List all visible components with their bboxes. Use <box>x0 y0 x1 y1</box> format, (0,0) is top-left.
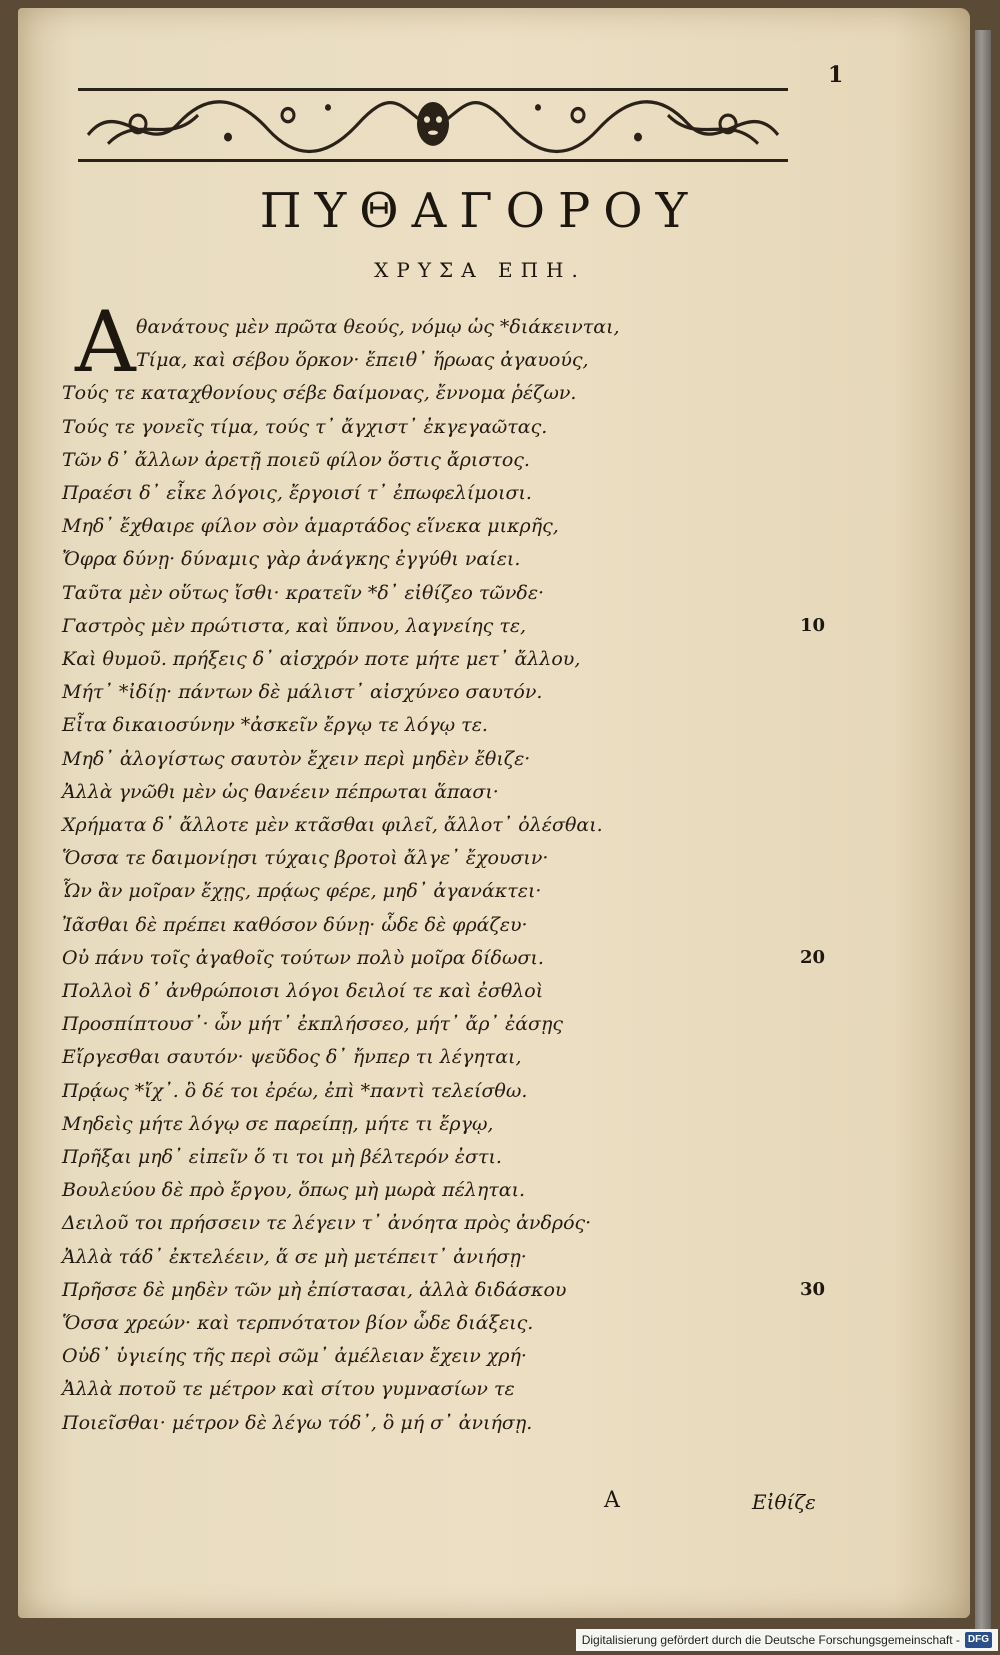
page-subtitle: ΧΡΥΣΑ ΕΠΗ. <box>374 258 586 282</box>
verse-line: θανάτους μὲν πρῶτα θεούς, νόμῳ ὡς *διάκεινται, <box>136 316 620 338</box>
line-number: 30 <box>800 1278 826 1300</box>
verse-line: Ποιεῖσθαι· μέτρον δὲ λέγω τόδ᾽, ὃ μή σ᾽ ἀνιήσῃ. <box>62 1411 533 1434</box>
verse-line: Μηδεὶς μήτε λόγῳ σε παρείπῃ, μήτε τι ἔργῳ, <box>62 1112 494 1135</box>
verse-line: Ταῦτα μὲν οὕτως ἴσθι· κρατεῖν *δ᾽ εἰθίζεο τῶνδε· <box>62 581 545 604</box>
digitization-footer <box>576 1629 998 1651</box>
verse-line: Ὄφρα δύνῃ· δύναμις γὰρ ἀνάγκης ἐγγύθι ναίει. <box>62 548 521 571</box>
page-title: ΠΥΘΑΓΟΡΟΥ <box>259 183 701 239</box>
verse-line: Εἴργεσθαι σαυτόν· ψεῦδος δ᾽ ἤνπερ τι λέγηται, <box>62 1046 522 1069</box>
verse-line: Μήτ᾽ *ἰδίῃ· πάντων δὲ μάλιστ᾽ αἰσχύνεο σαυτόν. <box>62 681 543 704</box>
folio-number: 1 <box>828 62 844 88</box>
verse-line: Μηδ᾽ ἀλογίστως σαυτὸν ἔχειν περὶ μηδὲν ἔθιζε· <box>62 747 531 770</box>
verse-line: Πολλοὶ δ᾽ ἀνθρώποισι λόγοι δειλοί τε καὶ ἐσθλοὶ <box>62 980 544 1002</box>
verse-line: Εἶτα δικαιοσύνην *ἀσκεῖν ἔργῳ τε λόγῳ τε. <box>62 714 488 737</box>
verse-line: Ἀλλὰ γνῶθι μὲν ὡς θανέειν πέπρωται ἅπασι· <box>62 780 499 803</box>
drop-initial: A <box>75 293 136 391</box>
verse-line: Τίμα, καὶ σέβου ὅρκον· ἔπειθ᾽ ἥρωας ἀγαυούς, <box>136 349 589 372</box>
verse-line: Ὅσσα τε δαιμονίῃσι τύχαις βροτοὶ ἄλγε᾽ ἔχουσιν· <box>62 847 549 870</box>
verse-line: Τούς τε καταχθονίους σέβε δαίμονας, ἔννομα ῥέζων. <box>62 382 577 405</box>
catchword: Εἰθίζε <box>752 1490 816 1514</box>
verse-line: Ὧν ἂν μοῖραν ἔχῃς, πρᾴως φέρε, μηδ᾽ ἀγανάκτει· <box>62 880 542 903</box>
verse-line: Πρῆξαι μηδ᾽ εἰπεῖν ὅ τι τοι μὴ βέλτερόν ἐστι. <box>62 1146 502 1168</box>
verse-line: Πρᾴως *ἴχ᾽. ὃ δέ τοι ἐρέω, ἐπὶ *παντὶ τελείσθω. <box>62 1079 528 1102</box>
footer-text: Digitalisierung gefördert durch die Deutsche Forschungsgemeinschaft - <box>581 1633 960 1647</box>
verse-line: Ἀλλὰ ποτοῦ τε μέτρον καὶ σίτου γυμνασίων τε <box>62 1378 515 1401</box>
line-number: 10 <box>800 614 826 636</box>
verse-line: Πρῆσσε δὲ μηδὲν τῶν μὴ ἐπίστασαι, ἀλλὰ διδάσκου <box>62 1278 567 1301</box>
verse-line: Ἰᾶσθαι δὲ πρέπει καθόσον δύνῃ· ὧδε δὲ φράζευ· <box>62 913 528 936</box>
verse-line: Χρήματα δ᾽ ἄλλοτε μὲν κτᾶσθαι φιλεῖ, ἄλλοτ᾽ ὀλέσθαι. <box>62 814 603 836</box>
verse-line: Βουλεύου δὲ πρὸ ἔργου, ὅπως μὴ μωρὰ πέληται. <box>62 1179 526 1202</box>
signature-mark: A <box>604 1488 620 1513</box>
dfg-logo-icon: DFG <box>965 1632 992 1648</box>
page-edge <box>975 30 991 1630</box>
verse-line: Οὐ πάνυ τοῖς ἀγαθοῖς τούτων πολὺ μοῖρα δίδωσι. <box>62 946 544 969</box>
verse-line: Γαστρὸς μὲν πρώτιστα, καὶ ὕπνου, λαγνείης τε, <box>62 614 527 637</box>
verse-line: Προσπίπτουσ᾽· ὧν μήτ᾽ ἐκπλήσσεο, μήτ᾽ ἄρ᾽ ἐάσῃς <box>62 1013 564 1036</box>
verse-line: Ἀλλὰ τάδ᾽ ἐκτελέειν, ἅ σε μὴ μετέπειτ᾽ ἀνιήσῃ· <box>62 1245 527 1268</box>
verse-line: Τούς τε γονεῖς τίμα, τούς τ᾽ ἄγχιστ᾽ ἐκγεγαῶτας. <box>62 415 548 438</box>
verse-line: Μηδ᾽ ἔχθαιρε φίλον σὸν ἁμαρτάδος εἵνεκα μικρῆς, <box>62 515 559 538</box>
verse-line: Καὶ θυμοῦ. πρήξεις δ᾽ αἰσχρόν ποτε μήτε μετ᾽ ἄλλου, <box>62 648 581 670</box>
verse-line: Οὐδ᾽ ὑγιείης τῆς περὶ σῶμ᾽ ἀμέλειαν ἔχειν χρή· <box>62 1345 527 1368</box>
vine-and-mask-headpiece-icon <box>78 88 788 162</box>
verse-line: Τῶν δ᾽ ἄλλων ἀρετῇ ποιεῦ φίλον ὅστις ἄριστος. <box>62 448 530 471</box>
line-number: 20 <box>800 946 826 968</box>
verse-line: Πραέσι δ᾽ εἶκε λόγοις, ἔργοισί τ᾽ ἐπωφελίμοισι. <box>62 482 532 504</box>
verse-line: Δειλοῦ τοι πρήσσειν τε λέγειν τ᾽ ἀνόητα πρὸς ἀνδρός· <box>62 1212 592 1235</box>
verse-line: Ὅσσα χρεών· καὶ τερπνότατον βίον ὧδε διάξεις. <box>62 1312 534 1334</box>
